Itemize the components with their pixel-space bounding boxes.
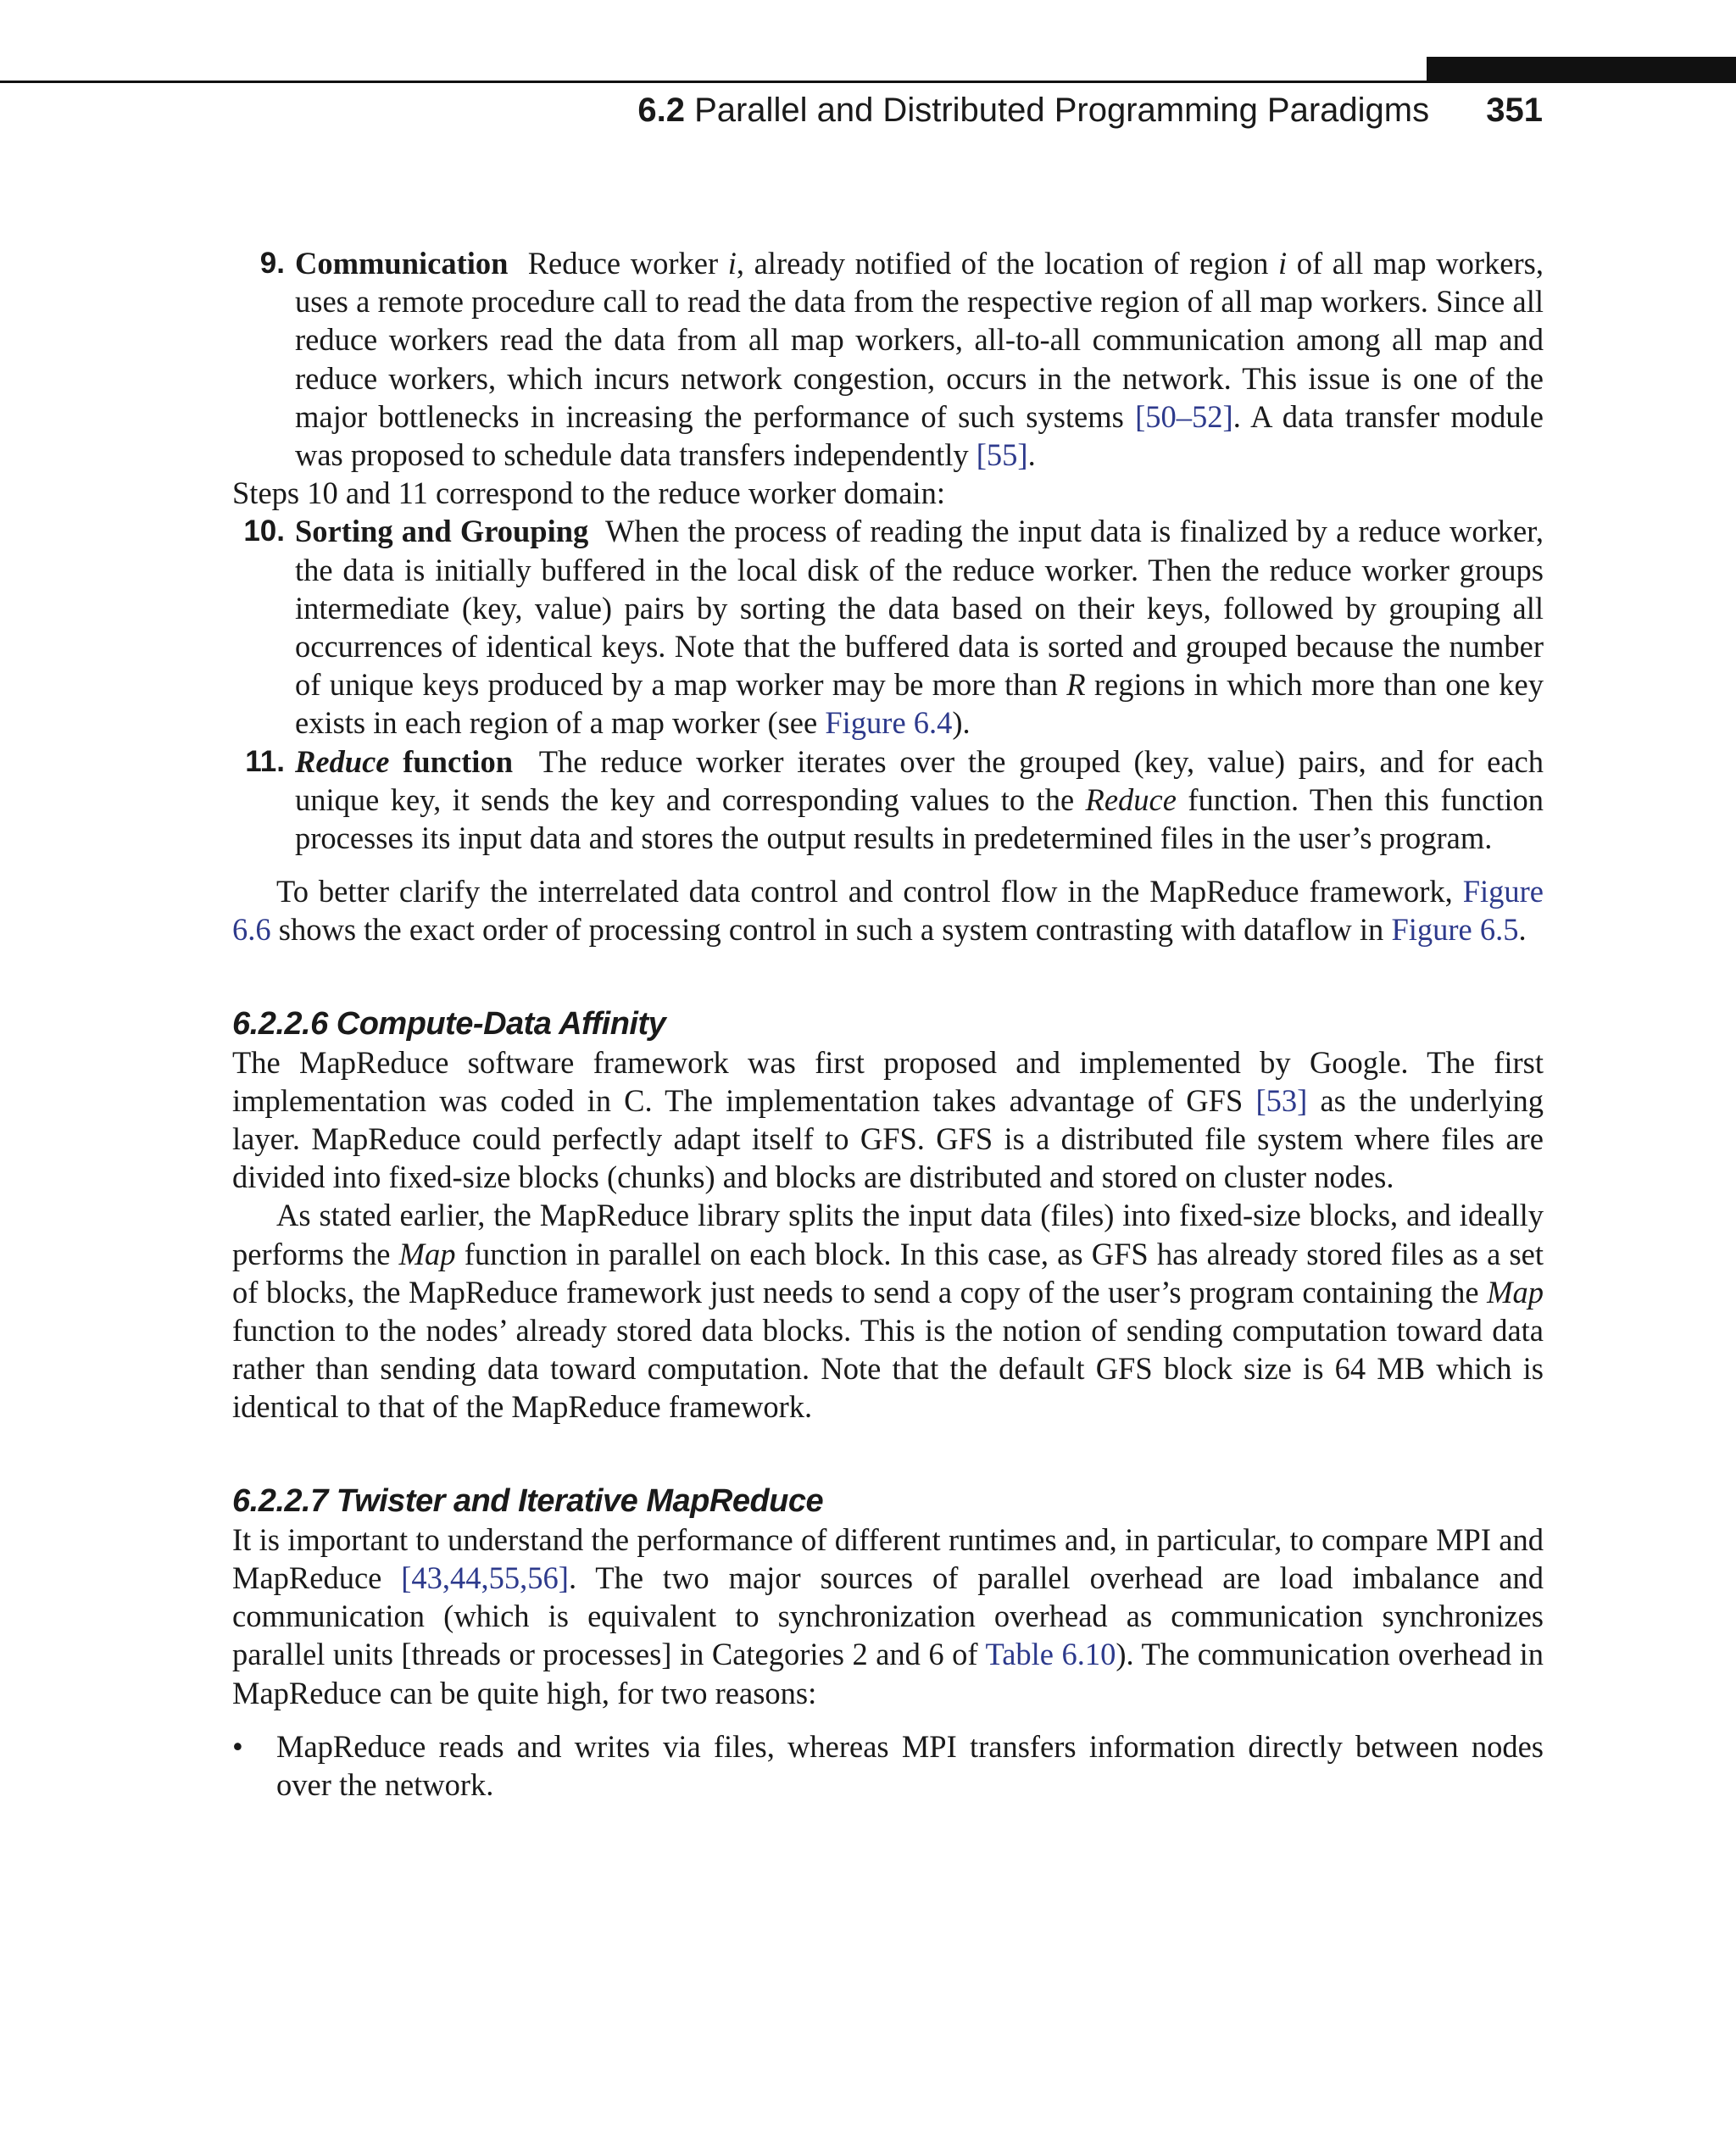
page-body <box>232 244 1544 1804</box>
step-title: Sorting and Grouping <box>295 514 589 549</box>
step-text: ). <box>952 705 971 741</box>
paragraph-text: function in parallel on each block. In this case, as GFS has already stored files as a set of blocks, the MapReduce framework just needs to send a copy of the user’s program containing the <box>232 1236 1544 1310</box>
step-body <box>295 512 1544 742</box>
step-text: function. Then this function processes its input data and stores the output results in predetermined files in the user’s program. <box>295 781 1544 856</box>
header-rule <box>0 81 1736 83</box>
step-text: When the process of reading the input data is finalized by a reduce worker, the data is initially buffered in the local disk of the reduce worker. Then the reduce worker groups intermediate (key, value) pairs by sorting the data based on their keys, followed by grouping all occurrences of identical keys. Note that the buffered data is sorted and grouped because the number of unique keys produced by a map worker may be more than <box>295 514 1544 703</box>
paragraph-text: as the underlying layer. MapReduce could perfectly adapt itself to GFS. GFS is a distributed file system where files are divided into fixed-size blocks (chunks) and blocks are distributed and stored on cluster nodes. <box>232 1082 1544 1195</box>
section-heading-6-2-2-7: 6.2.2.7 Twister and Iterative MapReduce <box>232 1482 824 1519</box>
paragraph-text: It is important to understand the performance of different runtimes and, in particular, to compare MPI and MapReduce <box>232 1521 1544 1595</box>
step-9 <box>232 244 1544 474</box>
figure-link[interactable]: Figure 6.6 <box>232 874 1544 948</box>
step-text: . <box>1027 437 1036 473</box>
paragraph <box>232 1196 1544 1426</box>
step-body <box>295 742 1544 858</box>
figure-link[interactable]: Figure 6.5 <box>1391 912 1519 948</box>
running-head <box>637 92 1543 130</box>
citation-link[interactable]: [50–52] <box>1135 398 1233 434</box>
paragraph-text: . <box>1518 912 1527 948</box>
step-text: , already notified of the location of region <box>736 246 1278 281</box>
step-10 <box>232 512 1544 742</box>
var-i: i <box>1277 246 1288 281</box>
figure-link[interactable]: Figure 6.4 <box>825 705 953 741</box>
step-title: Communication <box>295 246 509 281</box>
table-link[interactable]: Table 6.10 <box>985 1637 1116 1672</box>
paragraph-text: The MapReduce software framework was first proposed and implemented by Google. The first implementation was coded in C. The implementation takes advantage of GFS <box>232 1044 1544 1118</box>
steps-note: Steps 10 and 11 correspond to the reduce worker domain: <box>232 475 945 511</box>
step-11 <box>232 742 1544 858</box>
step-number: 10. <box>243 514 285 548</box>
map-term: Map <box>398 1236 456 1271</box>
running-head-section-number: 6.2 <box>637 92 685 129</box>
citation-link[interactable]: [55] <box>976 437 1028 473</box>
step-title: function <box>403 743 514 779</box>
reduce-term: Reduce <box>1085 781 1177 817</box>
bullet-item <box>232 1727 1544 1804</box>
var-r: R <box>1066 667 1086 703</box>
header-bar <box>1427 57 1736 82</box>
paragraph-text: To better clarify the interrelated data control and control flow in the MapReduce framework, <box>276 874 1463 909</box>
bullet-icon: • <box>232 1728 243 1764</box>
bullet-text: MapReduce reads and writes via files, whereas MPI transfers information directly between nodes over the network. <box>276 1728 1544 1802</box>
map-term: Map <box>1487 1274 1544 1310</box>
paragraph-clarify <box>232 872 1544 948</box>
paragraph-text: shows the exact order of processing control in such a system contrasting with dataflow in <box>270 912 1392 948</box>
page-number: 351 <box>1486 92 1543 129</box>
step-text: Reduce worker <box>527 246 728 281</box>
step-text: The reduce worker iterates over the grouped (key, value) pairs, and for each unique key, it sends the key and corresponding values to the <box>295 743 1544 817</box>
section-heading-6-2-2-6: 6.2.2.6 Compute-Data Affinity <box>232 1005 666 1042</box>
paragraph <box>232 1521 1544 1712</box>
var-i: i <box>727 246 737 281</box>
running-head-title: Parallel and Distributed Programming Paradigms <box>694 92 1430 129</box>
step-body <box>295 244 1544 474</box>
step-text: regions in which more than one key exists in each region of a map worker (see <box>295 667 1544 741</box>
paragraph-text: ). The communication overhead in MapReduce can be quite high, for two reasons: <box>232 1637 1544 1710</box>
step-number: 11. <box>245 744 285 778</box>
citation-link[interactable]: [53] <box>1255 1082 1308 1118</box>
paragraph-text: . The two major sources of parallel overhead are load imbalance and communication (which is equivalent to synchronization overhead as communication synchronizes parallel units [threads or processes] in Categories 2 and 6 of <box>232 1560 1544 1672</box>
step-title-italic: Reduce <box>295 743 390 779</box>
step-text: of all map workers, uses a remote procedure call to read the data from the respective region of all map workers. Since all reduce workers read the data from all map workers, all-to-all communication among all map and reduce workers, which incurs network congestion, occurs in the network. This issue is one of the major bottlenecks in increasing the performance of such systems <box>295 246 1544 434</box>
paragraph <box>232 1043 1544 1197</box>
citation-link[interactable]: [43,44,55,56] <box>401 1560 569 1595</box>
paragraph-text: function to the nodes’ already stored data blocks. This is the notion of sending computation toward data rather than sending data toward computation. Note that the default GFS block size is 64 MB which is identical to that of the MapReduce framework. <box>232 1313 1544 1425</box>
step-number: 9. <box>259 247 285 280</box>
step-text: . A data transfer module was proposed to schedule data transfers independently <box>295 398 1544 473</box>
paragraph-text: As stated earlier, the MapReduce library splits the input data (files) into fixed-size blocks, and ideally performs the <box>232 1198 1544 1271</box>
